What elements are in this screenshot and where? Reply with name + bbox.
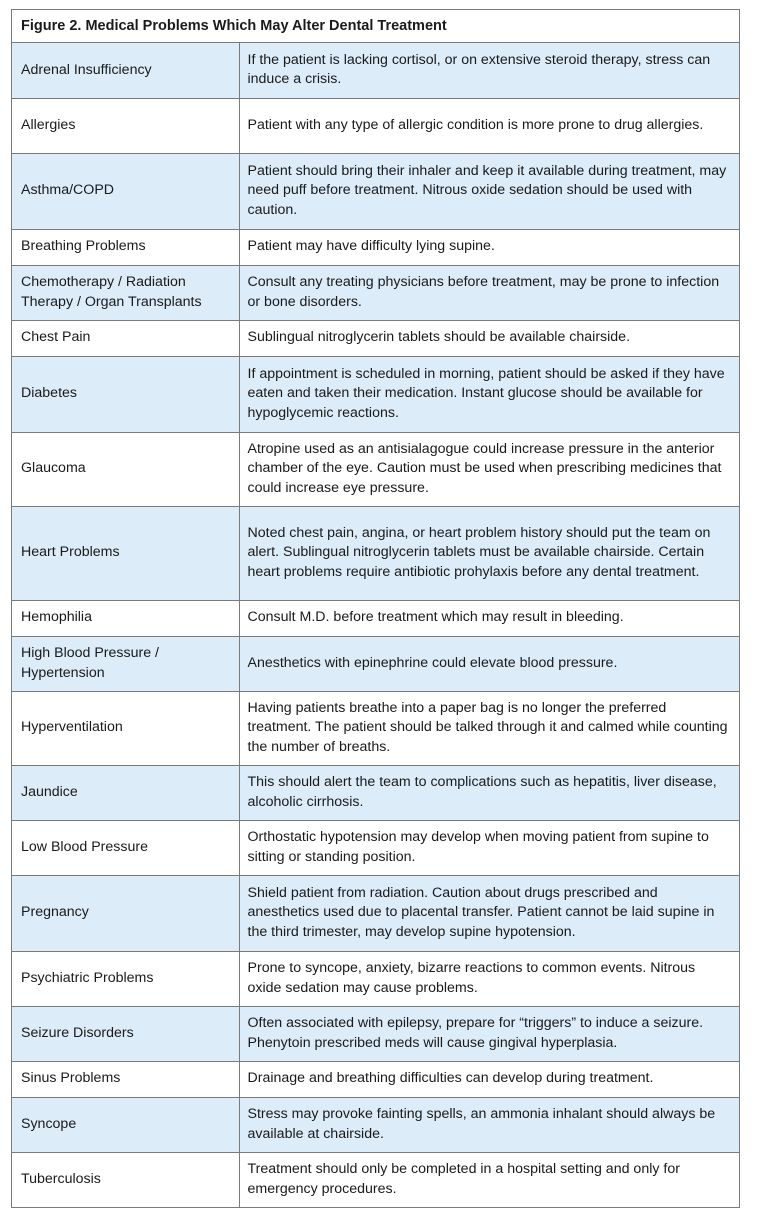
note-cell: Anesthetics with epinephrine could elevate blood pressure. xyxy=(239,636,739,691)
table-row xyxy=(12,153,739,229)
table-row xyxy=(12,229,739,265)
condition-cell: Allergies xyxy=(12,98,239,153)
note-cell: Consult any treating physicians before treatment, may be prone to infection or bone disorders. xyxy=(239,265,739,320)
condition-cell: Seizure Disorders xyxy=(12,1006,239,1061)
note-cell: Treatment should only be completed in a hospital setting and only for emergency procedures. xyxy=(239,1152,739,1207)
condition-cell: Hemophilia xyxy=(12,600,239,636)
table-row xyxy=(12,820,739,875)
table-row xyxy=(12,1006,739,1061)
table-row xyxy=(12,691,739,765)
condition-cell: Breathing Problems xyxy=(12,229,239,265)
table-row xyxy=(12,600,739,636)
table-row xyxy=(12,506,739,600)
table-row xyxy=(12,1152,739,1207)
condition-cell: Hyperventilation xyxy=(12,691,239,765)
table-row xyxy=(12,320,739,356)
note-cell: Stress may provoke fainting spells, an ammonia inhalant should always be available at chairside. xyxy=(239,1097,739,1152)
note-cell: Consult M.D. before treatment which may result in bleeding. xyxy=(239,600,739,636)
note-cell: Noted chest pain, angina, or heart problem history should put the team on alert. Sublingual nitroglycerin tablets must be available chairside. Certain heart problems require antibiotic prohylaxis before any dental treatment. xyxy=(239,506,739,600)
condition-cell: Chest Pain xyxy=(12,320,239,356)
note-cell: This should alert the team to complications such as hepatitis, liver disease, alcoholic cirrhosis. xyxy=(239,765,739,820)
note-cell: Patient with any type of allergic condition is more prone to drug allergies. xyxy=(239,98,739,153)
table-row xyxy=(12,1097,739,1152)
note-cell: Prone to syncope, anxiety, bizarre reactions to common events. Nitrous oxide sedation may cause problems. xyxy=(239,951,739,1006)
table-row xyxy=(12,951,739,1006)
table-body xyxy=(12,43,739,1207)
condition-cell: Syncope xyxy=(12,1097,239,1152)
note-cell: If the patient is lacking cortisol, or on extensive steroid therapy, stress can induce a crisis. xyxy=(239,43,739,98)
note-cell: Orthostatic hypotension may develop when moving patient from supine to sitting or standing position. xyxy=(239,820,739,875)
condition-cell: Diabetes xyxy=(12,356,239,432)
note-cell: Shield patient from radiation. Caution about drugs prescribed and anesthetics used due to placental transfer. Patient cannot be laid supine in the third trimester, may develop supine hypotension. xyxy=(239,875,739,951)
medical-problems-table xyxy=(12,43,739,1207)
condition-cell: Sinus Problems xyxy=(12,1061,239,1097)
table-row xyxy=(12,265,739,320)
note-cell: Patient may have difficulty lying supine. xyxy=(239,229,739,265)
note-cell: Having patients breathe into a paper bag is no longer the preferred treatment. The patient should be talked through it and calmed while counting the number of breaths. xyxy=(239,691,739,765)
condition-cell: Adrenal Insufficiency xyxy=(12,43,239,98)
condition-cell: High Blood Pressure / Hypertension xyxy=(12,636,239,691)
condition-cell: Psychiatric Problems xyxy=(12,951,239,1006)
table-row xyxy=(12,432,739,506)
note-cell: Sublingual nitroglycerin tablets should be available chairside. xyxy=(239,320,739,356)
condition-cell: Asthma/COPD xyxy=(12,153,239,229)
condition-cell: Heart Problems xyxy=(12,506,239,600)
note-cell: Patient should bring their inhaler and keep it available during treatment, may need puff before treatment. Nitrous oxide sedation should be used with caution. xyxy=(239,153,739,229)
table-row xyxy=(12,875,739,951)
condition-cell: Jaundice xyxy=(12,765,239,820)
condition-cell: Low Blood Pressure xyxy=(12,820,239,875)
figure-title: Figure 2. Medical Problems Which May Alter Dental Treatment xyxy=(12,10,739,43)
table-row xyxy=(12,356,739,432)
condition-cell: Glaucoma xyxy=(12,432,239,506)
note-cell: Often associated with epilepsy, prepare for “triggers” to induce a seizure. Phenytoin prescribed meds will cause gingival hyperplasia. xyxy=(239,1006,739,1061)
note-cell: Drainage and breathing difficulties can develop during treatment. xyxy=(239,1061,739,1097)
table-row xyxy=(12,43,739,98)
condition-cell: Tuberculosis xyxy=(12,1152,239,1207)
note-cell: If appointment is scheduled in morning, patient should be asked if they have eaten and taken their medication. Instant glucose should be available for hypoglycemic reactions. xyxy=(239,356,739,432)
condition-cell: Chemotherapy / Radiation Therapy / Organ Transplants xyxy=(12,265,239,320)
condition-cell: Pregnancy xyxy=(12,875,239,951)
table-row xyxy=(12,98,739,153)
figure-table-container xyxy=(11,9,740,1208)
table-row xyxy=(12,1061,739,1097)
table-row xyxy=(12,636,739,691)
table-row xyxy=(12,765,739,820)
note-cell: Atropine used as an antisialagogue could increase pressure in the anterior chamber of the eye. Caution must be used when prescribing medicines that could increase eye pressure. xyxy=(239,432,739,506)
